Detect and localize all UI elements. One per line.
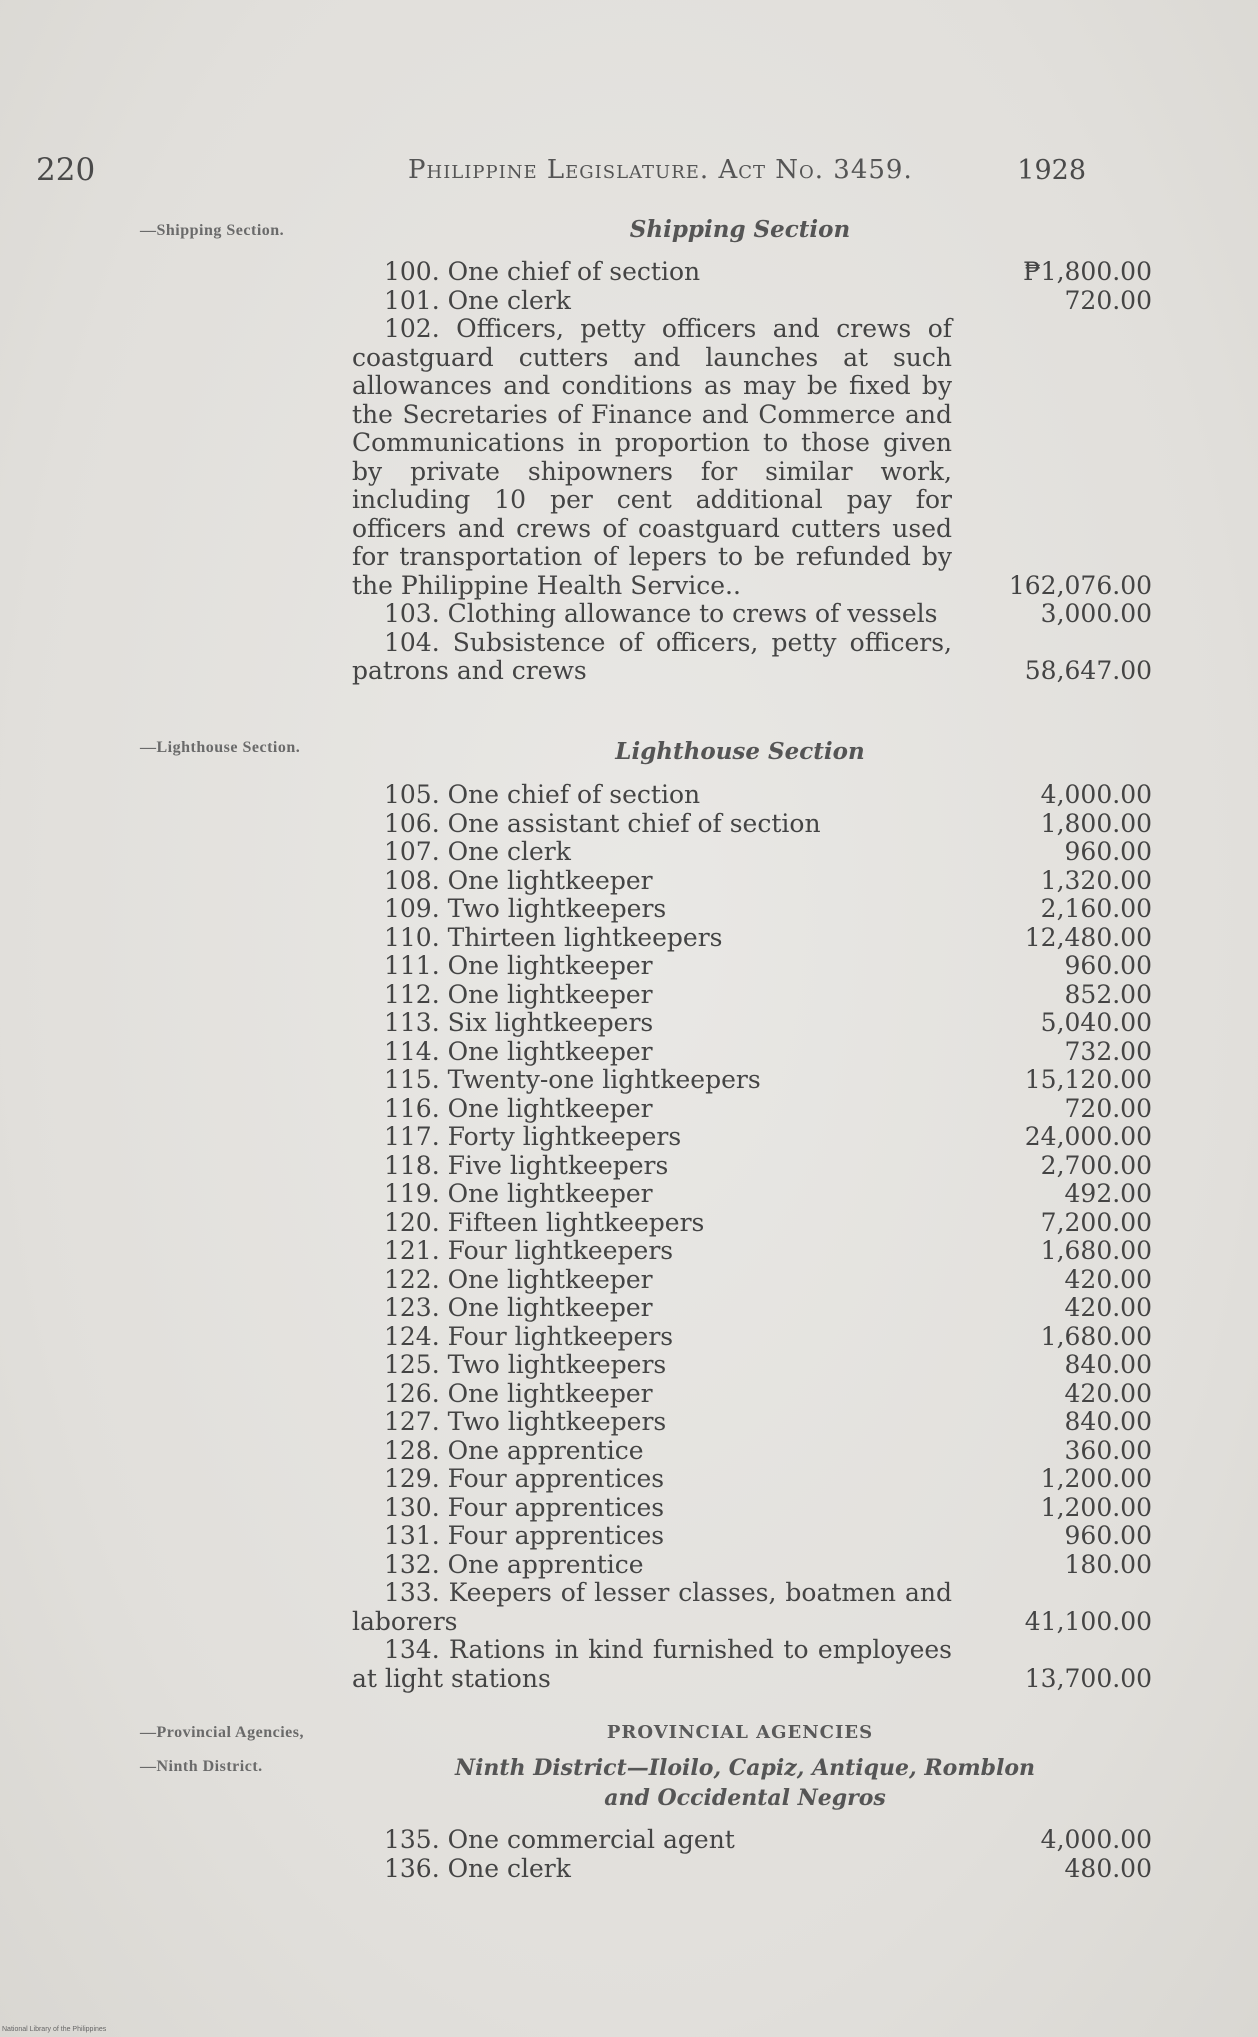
entry-text: 108. One lightkeeper [384,865,653,895]
entry-amount: 162,076.00 [1008,570,1152,600]
entry-amount: 4,000.00 [1040,1825,1152,1854]
entry-102 [352,315,1152,600]
entry-133 [352,1579,1152,1636]
entry-100 [352,258,1152,287]
entry-114 [352,1038,1152,1067]
entry-amount: 852.00 [1064,979,1152,1009]
entry-amount: 480.00 [1064,1853,1152,1883]
entry-119 [352,1180,1152,1209]
entry-amount: 420.00 [1064,1264,1152,1294]
entry-132 [352,1551,1152,1580]
entry-text: 104. Subsistence of officers, petty officers, patrons and crews [352,627,952,685]
entry-amount: 1,200.00 [1040,1492,1152,1522]
entry-text: 102. Officers, petty officers and crews of coastguard cutters and launches at such allowances and conditions as may be fixed by the Secretaries of Finance and Commerce and Communications in proportion to those given by private shipowners for similar work, including 10 per cent additional pay for officers and crews of coastguard cutters used for transportation of lepers to be refunded by the Philippine Health Service.. [352,314,952,600]
shipping-section-heading: Shipping Section [629,216,851,243]
entry-105 [352,781,1152,810]
entry-text: 110. Thirteen lightkeepers [384,922,723,952]
entry-text: 131. Four apprentices [384,1521,665,1550]
entry-amount: 3,000.00 [1040,599,1152,628]
entry-text: 113. Six lightkeepers [384,1008,654,1037]
entry-amount: 360.00 [1064,1435,1152,1465]
ninth-district-heading: Ninth District—Iloilo, Capiz, Antique, Romblon and Occidental Negros [454,1755,1036,1811]
entry-text: 101. One clerk [384,285,571,315]
entry-129 [352,1465,1152,1494]
entry-amount: 1,200.00 [1040,1464,1152,1493]
entry-text: 111. One lightkeeper [384,951,653,980]
entry-112 [352,981,1152,1010]
margin-note-lighthouse: —Lighthouse Section. [140,739,301,756]
entry-117 [352,1123,1152,1152]
entry-text: 116. One lightkeeper [384,1093,653,1123]
entry-text: 117. Forty lightkeepers [384,1122,682,1151]
lighthouse-section-heading: Lighthouse Section [615,738,865,765]
entry-121 [352,1237,1152,1266]
entry-103 [352,600,1152,629]
entry-text: 118. Five lightkeepers [384,1150,669,1180]
entry-amount: 1,320.00 [1040,865,1152,895]
entry-amount: 7,200.00 [1040,1207,1152,1237]
entry-136 [352,1855,1152,1884]
entry-113 [352,1009,1152,1038]
entry-amount: 24,000.00 [1024,1122,1152,1151]
shipping-entries [352,258,1152,686]
margin-note-provincial: —Provincial Agencies, [140,1724,304,1741]
entry-text: 130. Four apprentices [384,1492,665,1522]
entry-text: 126. One lightkeeper [384,1378,653,1408]
entry-text: 129. Four apprentices [384,1464,665,1493]
entry-amount: 5,040.00 [1040,1008,1152,1037]
entry-text: 136. One clerk [384,1853,571,1883]
entry-122 [352,1266,1152,1295]
entry-text: 134. Rations in kind furnished to employees at light stations [352,1635,952,1693]
entry-120 [352,1209,1152,1238]
entry-126 [352,1380,1152,1409]
entry-104 [352,629,1152,686]
year: 1928 [1017,155,1086,186]
entry-128 [352,1437,1152,1466]
entry-124 [352,1323,1152,1352]
entry-amount: ₱1,800.00 [1023,257,1152,286]
entry-text: 128. One apprentice [384,1435,644,1465]
entry-amount: 2,160.00 [1040,894,1152,923]
entry-text: 119. One lightkeeper [384,1179,653,1208]
entry-111 [352,952,1152,981]
entry-amount: 58,647.00 [1024,656,1152,685]
entry-amount: 960.00 [1064,951,1152,980]
entry-108 [352,867,1152,896]
entry-135 [352,1826,1152,1855]
entry-amount: 420.00 [1064,1293,1152,1322]
entry-amount: 840.00 [1064,1350,1152,1379]
entry-text: 107. One clerk [384,837,571,866]
margin-note-ninth-district: —Ninth District. [140,1758,263,1775]
entry-amount: 960.00 [1064,837,1152,866]
provincial-agencies-heading: PROVINCIAL AGENCIES [606,1722,874,1743]
entry-text: 120. Fifteen lightkeepers [384,1207,705,1237]
entry-text: 114. One lightkeeper [384,1036,653,1066]
entry-text: 123. One lightkeeper [384,1293,653,1322]
entry-text: 121. Four lightkeepers [384,1236,674,1265]
entry-text: 106. One assistant chief of section [384,808,821,838]
page-number: 220 [36,152,96,188]
entry-text: 127. Two lightkeepers [384,1407,667,1436]
entry-116 [352,1095,1152,1124]
entry-110 [352,924,1152,953]
entry-123 [352,1294,1152,1323]
entry-amount: 1,680.00 [1040,1236,1152,1265]
entry-109 [352,895,1152,924]
entry-text: 115. Twenty-one lightkeepers [384,1065,761,1094]
entry-text: 100. One chief of section [384,257,701,286]
entry-amount: 732.00 [1064,1036,1152,1066]
entry-amount: 13,700.00 [1024,1663,1152,1693]
entry-text: 103. Clothing allowance to crews of vessels [384,599,938,628]
lighthouse-entries [352,781,1152,1693]
entry-amount: 960.00 [1064,1521,1152,1550]
margin-note-shipping: —Shipping Section. [140,222,285,239]
running-head: Philippine Legislature. Act No. 3459. [408,155,913,185]
provincial-entries [352,1826,1152,1883]
entry-amount: 180.00 [1064,1549,1152,1579]
entry-130 [352,1494,1152,1523]
entry-115 [352,1066,1152,1095]
entry-118 [352,1152,1152,1181]
entry-134 [352,1636,1152,1693]
entry-text: 124. Four lightkeepers [384,1321,674,1351]
entry-107 [352,838,1152,867]
entry-text: 109. Two lightkeepers [384,894,667,923]
entry-131 [352,1522,1152,1551]
entry-text: 112. One lightkeeper [384,979,653,1009]
entry-amount: 420.00 [1064,1378,1152,1408]
entry-amount: 41,100.00 [1024,1606,1152,1636]
entry-text: 135. One commercial agent [384,1825,735,1854]
entry-127 [352,1408,1152,1437]
entry-text: 132. One apprentice [384,1549,644,1579]
entry-amount: 1,800.00 [1040,808,1152,838]
page-header [36,152,1086,196]
entry-amount: 492.00 [1064,1179,1152,1208]
entry-text: 125. Two lightkeepers [384,1350,667,1379]
entry-amount: 12,480.00 [1024,922,1152,952]
entry-text: 133. Keepers of lesser classes, boatmen and laborers [352,1578,952,1636]
entry-amount: 2,700.00 [1040,1150,1152,1180]
entry-amount: 720.00 [1064,1093,1152,1123]
entry-amount: 4,000.00 [1040,780,1152,809]
entry-amount: 720.00 [1064,285,1152,315]
entry-125 [352,1351,1152,1380]
entry-106 [352,810,1152,839]
entry-amount: 1,680.00 [1040,1321,1152,1351]
entry-amount: 840.00 [1064,1407,1152,1436]
entry-text: 122. One lightkeeper [384,1264,653,1294]
entry-101 [352,287,1152,316]
entry-amount: 15,120.00 [1024,1065,1152,1094]
entry-text: 105. One chief of section [384,780,701,809]
source-footer: National Library of the Philippines [2,2026,107,2033]
